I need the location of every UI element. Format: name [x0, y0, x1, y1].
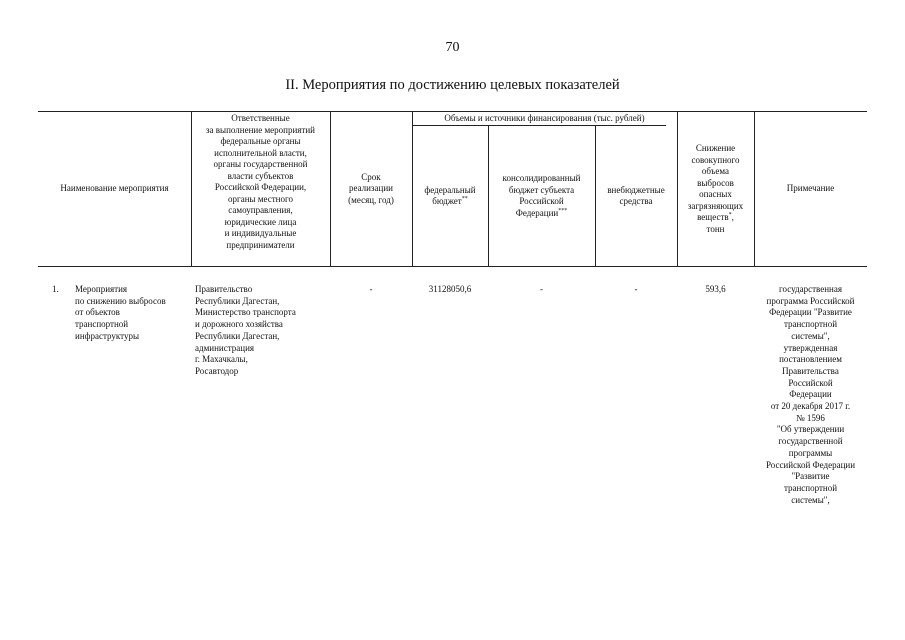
header-financing: Объемы и источники финансирования (тыс. рублей) [444, 112, 645, 123]
header-bottom-border [38, 266, 867, 267]
federal-budget-footnote: ** [461, 196, 468, 202]
row-reduction: 593,6 [705, 284, 726, 294]
row-federal-budget: 31128050,6 [428, 284, 472, 294]
header-consolidated-budget: консолидированный бюджет субъекта Российской Федерации*** [502, 173, 581, 218]
reduction-footnote: * [728, 212, 732, 218]
header-federal-budget: федеральный бюджет** [424, 184, 476, 206]
row-responsible: Правительство Республики Дагестан, Министерство транспорта и дорожного хозяйства Республики Дагестан, администрация г. Махачкалы, Росавтодор [195, 284, 296, 376]
header-extrabudget: внебюджетные средства [607, 184, 665, 206]
row-consolidated-budget: - [540, 284, 543, 294]
row-extrabudget: - [634, 284, 638, 294]
row-note: государственная программа Российской Федерации "Развитие транспортной системы", утвержденная постановлением Правительства Российской Федерации от 20 декабря 2017 г. № 1596 "Об утверждении государственной программы Российской Федерации "Развитие транспортной системы", [765, 284, 856, 505]
header-responsible: Ответственные за выполнение мероприятий федеральные органы исполнительной власти, органы государственной власти субъектов Российской Федерации, органы местного самоуправления, юридические лица и индивидуальные предприниматели [205, 113, 315, 250]
header-term: Срок реализации (месяц, год) [348, 171, 394, 205]
header-name: Наименование мероприятия [60, 183, 169, 194]
header-reduction: Снижение совокупного объема выбросов опасных загрязняющих веществ*, тонн [687, 143, 744, 234]
row-number: 1. [52, 284, 59, 294]
section-title: II. Мероприятия по достижению целевых показателей [285, 77, 620, 93]
row-term: - [369, 284, 373, 294]
consolidated-budget-footnote: *** [558, 207, 568, 214]
row-name: Мероприятия по снижению выбросов от объектов транспортной инфраструктуры [75, 284, 166, 341]
page-number: 70 [445, 40, 460, 55]
header-note: Примечание [786, 183, 835, 194]
